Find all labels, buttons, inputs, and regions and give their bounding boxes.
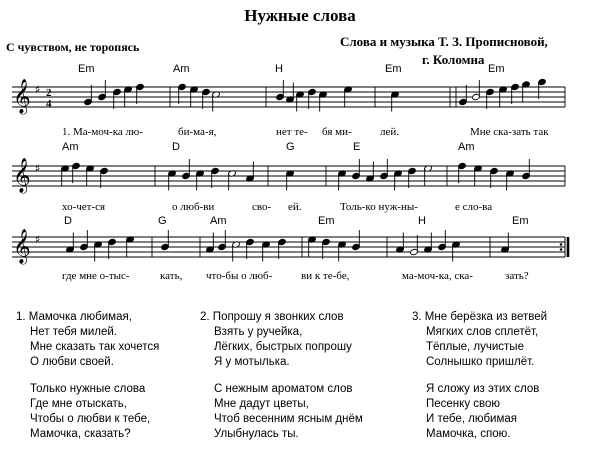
verse-3-line-7: И тебе, любимая <box>426 413 517 425</box>
lyric-syllables: Мне ска-зать так <box>470 126 549 138</box>
verse-2-line-3: Лёгких, быстрых попрошу <box>214 341 352 353</box>
lyric-syllables: нет те- <box>276 126 308 138</box>
verse-2-line-6: Мне дадут цветы, <box>214 398 309 410</box>
chord-symbol: Am <box>210 215 227 227</box>
verse-2 <box>200 310 363 442</box>
verse-3-line-2: Мягких слов сплетёт, <box>426 326 539 338</box>
lyric-syllables: бя ми- <box>322 126 352 138</box>
chord-symbol: Em <box>488 63 505 75</box>
lyric-syllables: е сло-ва <box>455 201 493 213</box>
chord-symbol: Em <box>385 63 402 75</box>
chord-symbol: Em <box>512 215 529 227</box>
time-signature-top: 2 <box>46 87 52 99</box>
treble-clef-icon: 𝄞 <box>13 158 31 193</box>
verse-1-line-8: Мамочка, сказать? <box>30 428 131 440</box>
verses-section <box>0 310 600 458</box>
lyric-syllables: лей. <box>380 126 400 138</box>
key-signature-sharp: ♯ <box>35 233 41 246</box>
verse-3 <box>412 310 547 442</box>
chord-symbol: Am <box>458 141 475 153</box>
repeat-dot <box>560 243 563 246</box>
repeat-dot <box>560 248 563 251</box>
verse-1-line-6: Где мне отыскать, <box>30 398 127 410</box>
chord-symbol: D <box>172 141 180 153</box>
lyric-syllables: о люб-ви <box>172 201 215 213</box>
verse-3-line-5: Я сложу из этих слов <box>426 383 540 395</box>
chord-symbol: D <box>64 215 72 227</box>
verse-2-line-1: 2. Попрошу я звонких слов <box>200 311 344 323</box>
verse-2-line-4: Я у мотылька. <box>214 356 290 368</box>
lyric-syllables: ей. <box>288 201 302 213</box>
verse-1-line-7: Чтобы о любви к тебе, <box>30 413 151 425</box>
lyric-syllables: сво- <box>252 201 272 213</box>
chord-symbol: Am <box>62 141 79 153</box>
key-signature-sharp: ♯ <box>35 83 41 96</box>
lyric-syllables: 1. Ма-моч-ка лю- <box>62 126 143 138</box>
author-credit: Слова и музыка Т. З. Прописновой, <box>340 34 548 49</box>
chord-symbol: E <box>353 141 361 153</box>
verse-1-line-4: О любви своей. <box>30 356 114 368</box>
lyric-syllables: ма-моч-ка, ска- <box>402 270 473 282</box>
verse-2-line-5: С нежным ароматом слов <box>214 383 353 395</box>
key-signature-sharp: ♯ <box>35 162 41 175</box>
verse-2-line-8: Улыбнулась ты. <box>214 428 299 440</box>
chord-symbol: Em <box>78 63 95 75</box>
author-city: г. Коломна <box>422 52 485 67</box>
tempo-marking: С чувством, не торопясь <box>6 40 140 54</box>
verse-3-line-8: Мамочка, спою. <box>426 428 511 440</box>
verse-2-line-2: Взять у ручейка, <box>214 326 303 338</box>
chord-symbol: H <box>275 63 283 75</box>
lyric-syllables: би-ма-я, <box>178 126 217 138</box>
chord-symbol: H <box>418 215 426 227</box>
lyric-syllables: ви к те-бе, <box>301 270 350 282</box>
chord-symbol: G <box>286 141 295 153</box>
verse-3-line-1: 3. Мне берёзка из ветвей <box>412 311 548 323</box>
verse-1-line-1: 1. Мамочка любимая, <box>16 311 132 323</box>
time-signature-bottom: 4 <box>46 98 52 110</box>
verse-3-line-4: Солнышко пришлёт. <box>426 356 535 368</box>
verse-3-line-3: Тёплые, лучистые <box>426 341 524 353</box>
chord-symbol: Am <box>173 63 190 75</box>
treble-clef-icon: 𝄞 <box>13 79 31 114</box>
verse-3-line-6: Песенку свою <box>426 398 501 410</box>
lyric-syllables: хо-чет-ся <box>62 201 106 213</box>
treble-clef-icon: 𝄞 <box>13 229 31 264</box>
song-title: Нужные слова <box>244 6 356 25</box>
verse-1-line-5: Только нужные слова <box>30 383 146 395</box>
lyric-syllables: где мне о-тыс- <box>62 270 130 282</box>
verse-1 <box>16 310 159 442</box>
chord-symbol: G <box>158 215 167 227</box>
verse-2-line-7: Чтоб весенним ясным днём <box>214 413 363 425</box>
lyric-syllables: зать? <box>505 270 529 282</box>
lyric-syllables: что-бы о люб- <box>206 270 273 282</box>
verse-1-line-3: Мне сказать так хочется <box>30 341 160 353</box>
lyric-syllables: Толь-ко нуж-ны- <box>340 201 418 213</box>
verse-1-line-2: Нет тебя милей. <box>30 326 117 338</box>
chord-symbol: Em <box>318 215 335 227</box>
lyric-syllables: кать, <box>160 270 183 282</box>
